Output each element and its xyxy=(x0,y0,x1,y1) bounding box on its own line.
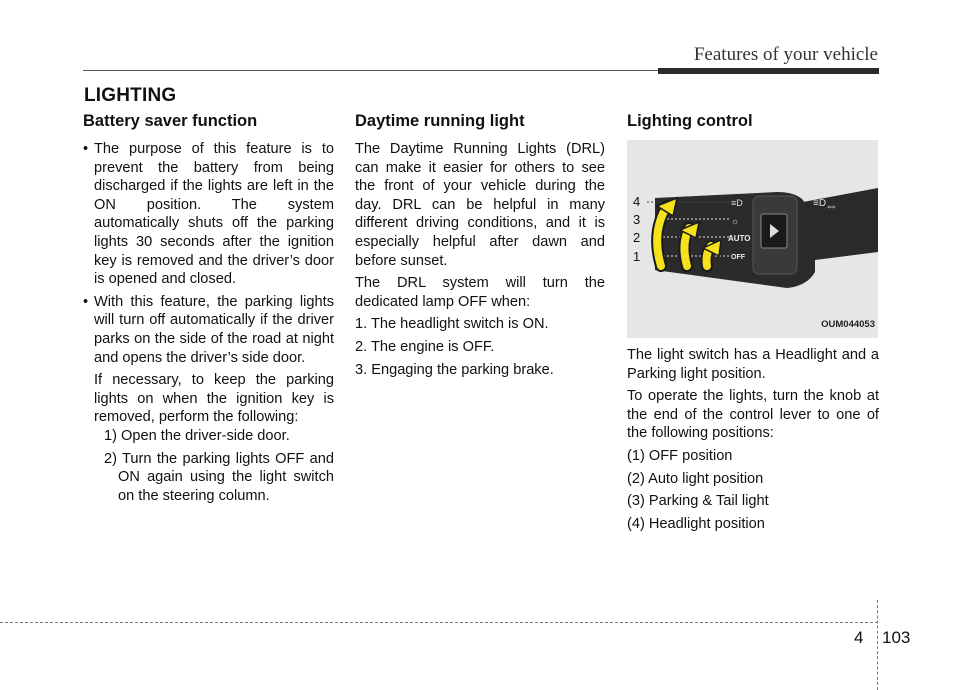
drl-heading: Daytime running light xyxy=(355,112,525,130)
direction-icon: ⇔ xyxy=(825,198,838,213)
drl-condition-2: 2. The engine is OFF. xyxy=(355,338,495,355)
battery-saver-list xyxy=(83,140,334,505)
position-label-3: 3 xyxy=(633,212,641,227)
position-item-2: (2) Auto light position xyxy=(627,470,764,487)
battery-saver-steps xyxy=(94,427,334,505)
beam-icon: ≡D xyxy=(731,198,743,208)
position-label-1: 1 xyxy=(633,249,641,264)
footer-rule xyxy=(0,622,878,623)
off-mark: OFF xyxy=(731,254,745,261)
section-title: LIGHTING xyxy=(84,85,177,106)
lighting-control-heading: Lighting control xyxy=(627,112,753,130)
battery-saver-heading: Battery saver function xyxy=(83,112,258,130)
drl-paragraph-1: The Daytime Running Lights (DRL) can make it easier for others to see the front of your vehicle during the day. DRL can be helpful in many different driving conditions, and it is especially helpful after dawn and before sunset. xyxy=(355,141,605,269)
position-label-2: 2 xyxy=(633,230,641,245)
column-drl xyxy=(355,110,605,383)
chapter-number: 4 xyxy=(854,628,864,647)
figure-caption: OUM044053 xyxy=(821,319,875,331)
auto-mark: AUTO xyxy=(728,234,751,243)
battery-saver-followup: If necessary, to keep the parking lights on when the ignition key is removed, perform the following: xyxy=(94,372,334,426)
battery-saver-step-2: 2) Turn the parking lights OFF and ON again using the light switch on the steering column. xyxy=(104,450,334,504)
footer-divider xyxy=(877,600,878,690)
position-item-3: (3) Parking & Tail light xyxy=(627,493,769,510)
battery-saver-step-1: 1) Open the driver-side door. xyxy=(104,427,290,444)
light-switch-figure xyxy=(627,140,878,338)
header-bar xyxy=(658,68,879,74)
position-item-1: (1) OFF position xyxy=(627,447,733,464)
light-switch-illustration xyxy=(627,140,878,338)
column-lighting-control xyxy=(627,110,879,537)
lighting-control-paragraph-1: The light switch has a Headlight and a Parking light position. xyxy=(627,347,879,382)
drl-paragraph-2: The DRL system will turn the dedicated lamp OFF when: xyxy=(355,275,605,310)
position-item-4: (4) Headlight position xyxy=(627,515,765,532)
lighting-control-paragraph-2: To operate the lights, turn the knob at the end of the control lever to one of the following positions: xyxy=(627,388,879,442)
column-battery-saver xyxy=(83,110,334,509)
battery-saver-bullet-2 xyxy=(83,293,334,506)
header-title: Features of your vehicle xyxy=(693,44,878,65)
battery-saver-bullet-1: • The purpose of this feature is to prevent the battery from being discharged if the lights are left in the ON position. The system automatically shuts off the parking lights 30 seconds after the ignition key is removed and the driver’s door is opened and closed. xyxy=(83,140,334,289)
page-number: 103 xyxy=(882,628,911,647)
position-label-4: 4 xyxy=(633,194,641,209)
headlight-icon: ≡D xyxy=(813,198,827,209)
battery-saver-bullet-2-text: With this feature, the parking lights will turn off automatically if the driver parks on the side of the road at night and opens the driver’s side door. xyxy=(94,293,334,366)
drl-condition-1: 1. The headlight switch is ON. xyxy=(355,316,549,333)
drl-condition-3: 3. Engaging the parking brake. xyxy=(355,361,554,378)
parking-icon: ☼ xyxy=(731,216,740,226)
